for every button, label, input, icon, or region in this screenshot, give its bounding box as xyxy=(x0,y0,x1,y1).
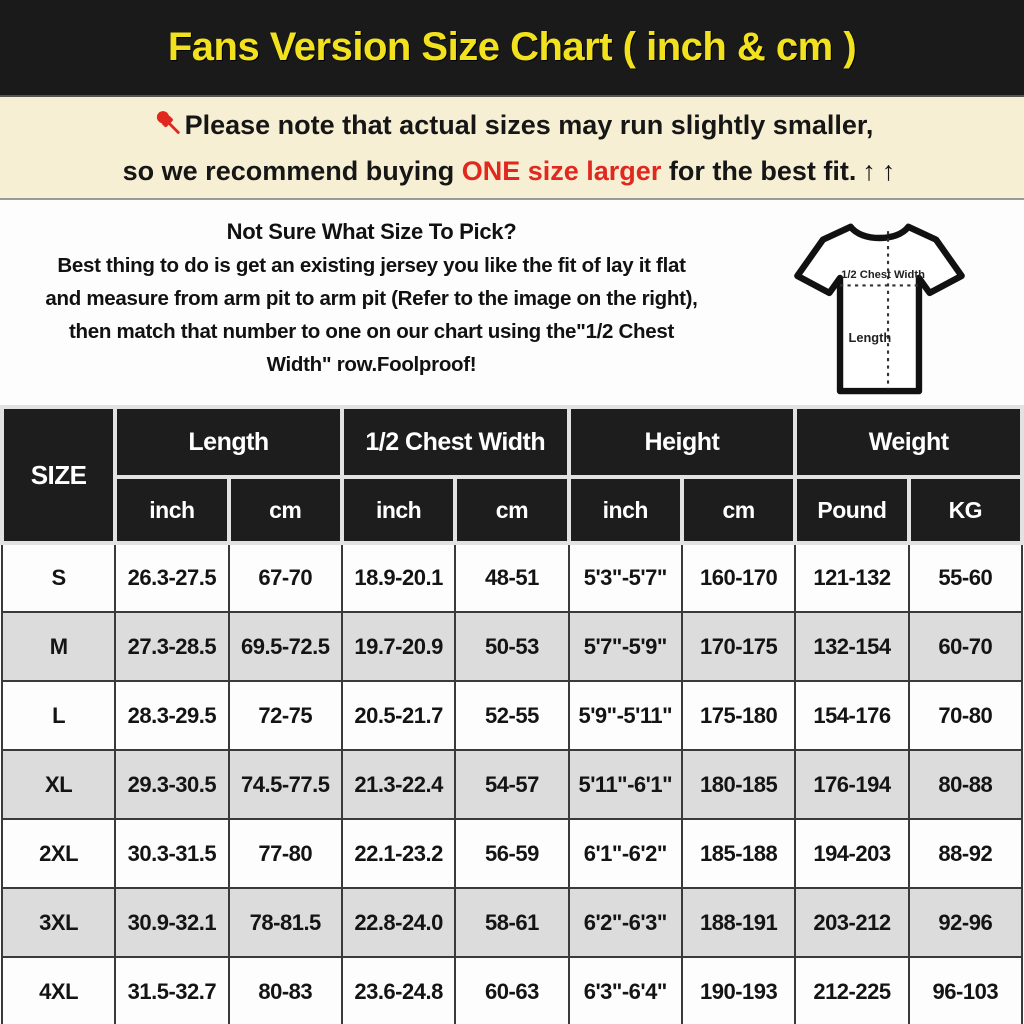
cell-length-inch: 30.9-32.1 xyxy=(115,888,228,957)
cell-length-inch: 27.3-28.5 xyxy=(115,612,228,681)
cell-weight-kg: 80-88 xyxy=(909,750,1022,819)
cell-length-cm: 74.5-77.5 xyxy=(229,750,342,819)
cell-chest-cm: 54-57 xyxy=(455,750,568,819)
size-table-section xyxy=(0,400,1024,1024)
cell-height-cm: 170-175 xyxy=(682,612,795,681)
cell-height-cm: 160-170 xyxy=(682,543,795,612)
table-row-l xyxy=(2,681,1022,750)
cell-height-inch: 5'11"-6'1" xyxy=(569,750,682,819)
guide-heading: Not Sure What Size To Pick? xyxy=(226,219,517,244)
col-header-chest-inch: inch xyxy=(342,477,455,543)
cell-chest-inch: 23.6-24.8 xyxy=(342,957,455,1024)
tshirt-measurement-diagram xyxy=(739,214,1020,400)
title-bar xyxy=(0,0,1024,97)
cell-weight-pound: 121-132 xyxy=(795,543,908,612)
size-cell: 3XL xyxy=(2,888,115,957)
cell-length-cm: 80-83 xyxy=(229,957,342,1024)
notice-banner xyxy=(0,97,1024,200)
pushpin-icon xyxy=(151,108,183,140)
cell-chest-cm: 50-53 xyxy=(455,612,568,681)
cell-weight-kg: 70-80 xyxy=(909,681,1022,750)
cell-length-cm: 67-70 xyxy=(229,543,342,612)
notice-line2-prefix: so we recommend buying xyxy=(122,155,462,186)
cell-height-cm: 175-180 xyxy=(682,681,795,750)
guide-line-3: then match that number to one on our chart using the"1/2 Chest xyxy=(68,320,675,343)
cell-height-inch: 5'3"-5'7" xyxy=(569,543,682,612)
page-title: Fans Version Size Chart ( inch & cm ) xyxy=(167,25,857,69)
cell-height-inch: 5'9"-5'11" xyxy=(569,681,682,750)
cell-chest-cm: 60-63 xyxy=(455,957,568,1024)
notice-line1-text: Please note that actual sizes may run slightly smaller, xyxy=(184,109,874,140)
cell-chest-inch: 22.1-23.2 xyxy=(342,819,455,888)
cell-weight-pound: 132-154 xyxy=(795,612,908,681)
notice-line-1 xyxy=(151,103,874,147)
cell-length-cm: 78-81.5 xyxy=(229,888,342,957)
cell-length-inch: 30.3-31.5 xyxy=(115,819,228,888)
cell-length-inch: 28.3-29.5 xyxy=(115,681,228,750)
cell-weight-kg: 60-70 xyxy=(909,612,1022,681)
size-cell: M xyxy=(2,612,115,681)
cell-weight-pound: 212-225 xyxy=(795,957,908,1024)
cell-height-cm: 185-188 xyxy=(682,819,795,888)
cell-weight-kg: 55-60 xyxy=(909,543,1022,612)
col-group-weight: Weight xyxy=(795,407,1022,477)
col-header-height-cm: cm xyxy=(682,477,795,543)
cell-height-inch: 5'7"-5'9" xyxy=(569,612,682,681)
cell-chest-inch: 18.9-20.1 xyxy=(342,543,455,612)
notice-line2-suffix: for the best fit. xyxy=(661,155,857,186)
col-header-length-cm: cm xyxy=(229,477,342,543)
table-row-m xyxy=(2,612,1022,681)
chest-width-label: 1/2 Chest Width xyxy=(841,269,925,281)
cell-weight-pound: 194-203 xyxy=(795,819,908,888)
col-header-height-inch: inch xyxy=(569,477,682,543)
cell-chest-cm: 58-61 xyxy=(455,888,568,957)
cell-height-cm: 180-185 xyxy=(682,750,795,819)
tshirt-icon xyxy=(787,214,972,406)
cell-chest-inch: 19.7-20.9 xyxy=(342,612,455,681)
cell-height-cm: 188-191 xyxy=(682,888,795,957)
cell-length-cm: 77-80 xyxy=(229,819,342,888)
size-cell: XL xyxy=(2,750,115,819)
cell-chest-cm: 56-59 xyxy=(455,819,568,888)
length-label: Length xyxy=(848,330,892,345)
size-cell: 4XL xyxy=(2,957,115,1024)
cell-length-inch: 31.5-32.7 xyxy=(115,957,228,1024)
col-header-length-inch: inch xyxy=(115,477,228,543)
cell-chest-inch: 21.3-22.4 xyxy=(342,750,455,819)
cell-length-inch: 29.3-30.5 xyxy=(115,750,228,819)
cell-weight-pound: 176-194 xyxy=(795,750,908,819)
guide-line-2: and measure from arm pit to arm pit (Refer to the image on the right), xyxy=(45,287,698,310)
table-row-3xl xyxy=(2,888,1022,957)
col-header-weight-kg: KG xyxy=(909,477,1022,543)
cell-height-inch: 6'2"-6'3" xyxy=(569,888,682,957)
col-group-chest-width: 1/2 Chest Width xyxy=(342,407,569,477)
cell-chest-inch: 22.8-24.0 xyxy=(342,888,455,957)
guide-line-1: Best thing to do is get an existing jersey you like the fit of lay it flat xyxy=(57,254,686,277)
cell-height-inch: 6'3"-6'4" xyxy=(569,957,682,1024)
col-group-height: Height xyxy=(569,407,796,477)
cell-chest-cm: 48-51 xyxy=(455,543,568,612)
cell-length-cm: 72-75 xyxy=(229,681,342,750)
size-table xyxy=(0,405,1024,1024)
cell-height-cm: 190-193 xyxy=(682,957,795,1024)
cell-weight-kg: 92-96 xyxy=(909,888,1022,957)
measuring-guide-section xyxy=(0,200,1024,400)
cell-height-inch: 6'1"-6'2" xyxy=(569,819,682,888)
col-header-chest-cm: cm xyxy=(455,477,568,543)
guide-line-4: Width" row.Foolproof! xyxy=(266,353,477,376)
table-row-4xl xyxy=(2,957,1022,1024)
up-arrows-icon: ↑↑ xyxy=(862,155,902,186)
table-row-s xyxy=(2,543,1022,612)
size-cell: 2XL xyxy=(2,819,115,888)
col-header-weight-pound: Pound xyxy=(795,477,908,543)
one-size-larger-highlight: ONE size larger xyxy=(461,155,662,186)
measuring-guide-text xyxy=(4,214,739,400)
size-cell: L xyxy=(2,681,115,750)
size-cell: S xyxy=(2,543,115,612)
cell-weight-kg: 96-103 xyxy=(909,957,1022,1024)
table-row-xl xyxy=(2,750,1022,819)
cell-length-inch: 26.3-27.5 xyxy=(115,543,228,612)
cell-weight-pound: 154-176 xyxy=(795,681,908,750)
cell-weight-pound: 203-212 xyxy=(795,888,908,957)
notice-line-2 xyxy=(123,149,902,193)
cell-length-cm: 69.5-72.5 xyxy=(229,612,342,681)
col-header-size: SIZE xyxy=(2,407,115,543)
cell-chest-cm: 52-55 xyxy=(455,681,568,750)
table-row-2xl xyxy=(2,819,1022,888)
cell-chest-inch: 20.5-21.7 xyxy=(342,681,455,750)
cell-weight-kg: 88-92 xyxy=(909,819,1022,888)
col-group-length: Length xyxy=(115,407,342,477)
